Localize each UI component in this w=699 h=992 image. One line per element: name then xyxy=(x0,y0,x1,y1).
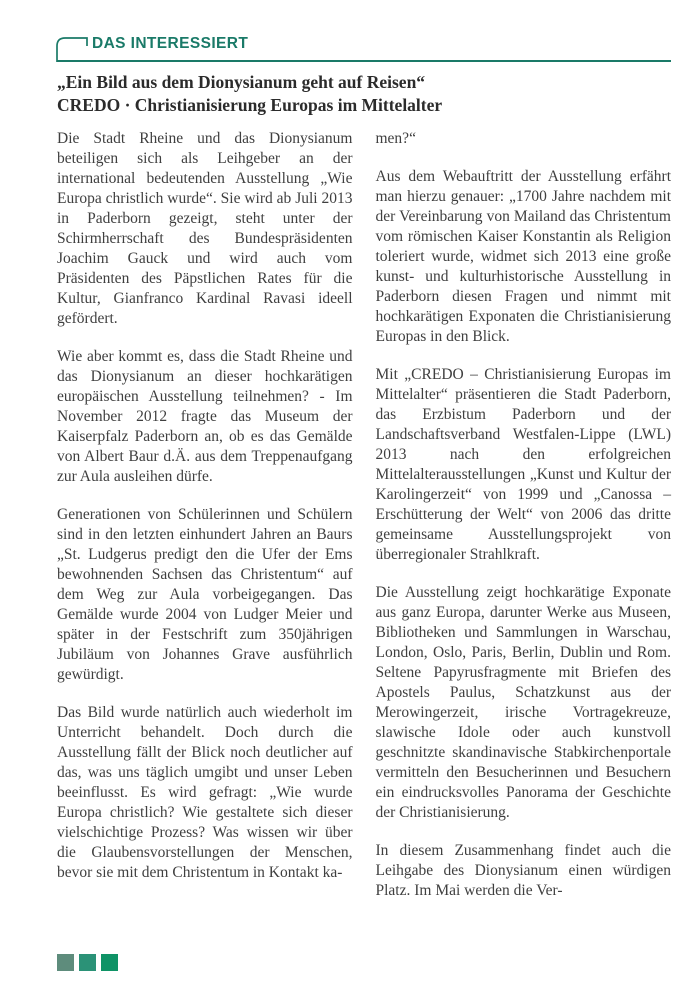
section-header-label: DAS INTERESSIERT xyxy=(92,35,249,52)
text-column-left xyxy=(57,129,353,901)
header-divider-line xyxy=(57,60,671,62)
article-title-block xyxy=(57,71,671,116)
section-tab-icon xyxy=(56,35,91,67)
paragraph: men?“ xyxy=(375,130,416,147)
paragraph: Aus dem Webauftritt der Ausstellung erfährt man hierzu genauer: „1700 Jahre nachdem mit der Vereinbarung von Mailand das Christentum vom römischen Kaiser Konstantin als Religion toleriert wurde, widmet sich 2013 eine große kunst- und kulturhistorische Ausstellung in Paderborn diesen Fragen und nimmt mit hochkarätigen Exponaten die Christianisierung Europas in den Blick. xyxy=(375,168,671,345)
article-body xyxy=(57,129,671,901)
footer-square-2 xyxy=(79,954,96,971)
paragraph: Mit „CREDO – Christianisierung Europas im Mittelalter“ präsentieren die Stadt Paderborn, das Erzbistum Paderborn und der Landschaftsverband Westfalen-Lippe (LWL) 2013 nach den erfolgreichen Mittelalterausstellungen „Kunst und Kultur der Karolingerzeit“ von 1999 und „Canossa – Erschütterung der Welt“ von 2006 das dritte gemeinsame Ausstellungsprojekt von überregionaler Strahlkraft. xyxy=(375,366,671,563)
text-column-right xyxy=(376,129,672,901)
article-subtitle: CREDO · Christianisierung Europas im Mittelalter xyxy=(57,94,443,115)
footer-square-1 xyxy=(57,954,74,971)
paragraph: Die Ausstellung zeigt hochkarätige Exponate aus ganz Europa, darunter Werke aus Museen, Bibliotheken und Sammlungen in Warschau, London, Oslo, Paris, Berlin, Dublin und Rom. Seltene Papyrusfragmente mit Briefen des Apostels Paulus, Schatzkunst aus der Merowingerzeit, irische Vortragekreuze, slawische Idole oder auch kunstvoll geschnitzte skandinavische Stabkirchenportale vermitteln den Besucherinnen und Besuchern ein eindrucksvolles Panorama der Geschichte der Christianisierung. xyxy=(375,584,671,821)
footer-square-3 xyxy=(101,954,118,971)
paragraph: Generationen von Schülerinnen und Schülern sind in den letzten einhundert Jahren an Baurs „St. Ludgerus predigt den die Ufer der Ems bewohnenden Sachsen das Christentum“ auf dem Weg zur Aula vorbeigegangen. Das Gemälde wurde 2004 von Ludger Meier und später in der Festschrift zum 350jährigen Jubiläum von Johannes Grave ausführlich gewürdigt. xyxy=(57,506,353,683)
paragraph: Das Bild wurde natürlich auch wiederholt im Unterricht behandelt. Doch durch die Ausstellung fällt der Blick noch deutlicher auf das, was uns täglich umgibt und unser Leben beeinflusst. Es wird gefragt: „Wie wurde Europa christlich? Wie gestaltete sich dieser vielschichtige Prozess? Was wissen wir über die Glaubensvorstellungen der Menschen, bevor sie mit dem Christentum in Kontakt ka- xyxy=(57,704,353,881)
article-title: „Ein Bild aus dem Dionysianum geht auf Reisen“ xyxy=(57,72,426,92)
paragraph: In diesem Zusammenhang findet auch die Leihgabe des Dionysianum einen würdigen Platz. Im Mai werden die Ver- xyxy=(375,842,671,899)
footer-squares xyxy=(57,954,118,971)
paragraph: Wie aber kommt es, dass die Stadt Rheine und das Dionysianum an dieser hochkarätigen europäischen Ausstellung teilnehmen? - Im November 2012 fragte das Museum der Kaiserpfalz Paderborn an, ob es das Gemälde von Albert Baur d.Ä. aus dem Treppenaufgang zur Aula ausleihen dürfe. xyxy=(57,348,353,485)
paragraph: Die Stadt Rheine und das Dionysianum beteiligen sich als Leihgeber an der international bedeutenden Ausstellung „Wie Europa christlich wurde“. Sie wird ab Juli 2013 in Paderborn gezeigt, steht unter der Schirmherrschaft des Bundespräsidenten Joachim Gauck und wird auch vom Präsidenten des Päpstlichen Rates für die Kultur, Gianfranco Kardinal Ravasi ideell gefördert. xyxy=(57,130,353,327)
